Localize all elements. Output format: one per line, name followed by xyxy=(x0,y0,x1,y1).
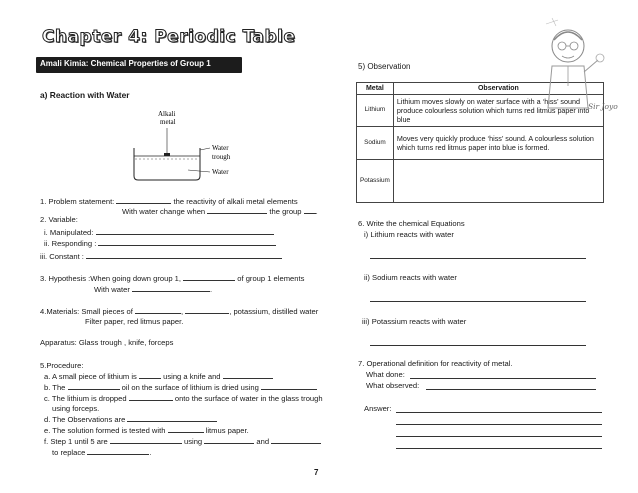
blank-field[interactable] xyxy=(132,284,210,292)
variable-responding: ii. Responding : xyxy=(44,238,276,249)
page-number: 7 xyxy=(314,468,319,477)
variable-manipulated: i. Manipulated: xyxy=(44,227,274,238)
answer-line[interactable] xyxy=(396,412,602,413)
chapter-title: Chapter 4: Periodic Table xyxy=(42,27,296,47)
apparatus-list: Apparatus: Glass trough , knife, forceps xyxy=(40,338,174,347)
section-heading-reaction-with-water: a) Reaction with Water xyxy=(40,90,130,100)
operational-definition-heading: 7. Operational definition for reactivity of metal. xyxy=(358,359,513,368)
answer-line[interactable] xyxy=(370,258,586,259)
blank-field[interactable] xyxy=(68,382,120,390)
blank-field[interactable] xyxy=(87,447,149,455)
procedure-step-f-cont: to replace . xyxy=(52,448,152,457)
variable-heading: 2. Variable: xyxy=(40,215,78,224)
table-row xyxy=(357,127,604,160)
blank-field[interactable] xyxy=(304,206,316,214)
label-trough: trough xyxy=(212,153,231,161)
apparatus-diagram xyxy=(118,110,268,192)
materials-cont: Filter paper, red litmus paper. xyxy=(85,317,184,326)
observation-cell: Lithium moves slowly on water surface with a ‘hiss’ sound produce colourless solution which turns red litmus paper into blue xyxy=(393,95,603,127)
procedure-step-a: a. A small piece of lithium is using a knife and xyxy=(44,371,273,382)
blank-field[interactable] xyxy=(168,425,204,433)
problem-statement-cont: With water change when the group . xyxy=(122,207,318,216)
materials: 4.Materials: Small pieces of , , potassium, distilled water xyxy=(40,307,319,316)
header-observation: Observation xyxy=(393,83,603,95)
variable-constant: iii. Constant : xyxy=(40,251,282,262)
blank-field[interactable] xyxy=(135,306,181,314)
blank-field[interactable] xyxy=(207,206,267,214)
label-water-2: Water xyxy=(212,168,229,176)
equation-sodium-label: ii) Sodium reacts with water xyxy=(364,273,457,282)
answer-line[interactable] xyxy=(370,345,586,346)
alkali-metal-piece xyxy=(164,153,170,156)
blank-field[interactable] xyxy=(183,273,235,281)
procedure-step-d: d. The Observations are xyxy=(44,414,217,425)
procedure-step-f: f. Step 1 until 5 are using and xyxy=(44,436,321,447)
blank-field[interactable] xyxy=(223,371,273,379)
table-row xyxy=(357,160,604,203)
blank-field[interactable] xyxy=(86,251,282,259)
banner-title: Amali Kimia: Chemical Properties of Group 1 xyxy=(36,57,242,73)
equation-potassium-label: iii) Potassium reacts with water xyxy=(362,317,467,326)
blank-field[interactable] xyxy=(204,436,254,444)
procedure-step-e: e. The solution formed is tested with litmus paper. xyxy=(44,426,249,435)
metal-cell: Lithium xyxy=(357,95,394,127)
metal-cell: Sodium xyxy=(357,127,394,160)
blank-field[interactable] xyxy=(127,414,217,422)
problem-statement: 1. Problem statement: the reactivity of alkali metal elements xyxy=(40,197,298,206)
answer-label: Answer: xyxy=(364,404,392,413)
label-water-1: Water xyxy=(212,144,229,152)
what-observed-label: What observed: xyxy=(366,381,420,390)
procedure-step-c-cont: using forceps. xyxy=(52,404,100,413)
hypothesis-cont: With water . xyxy=(94,285,213,294)
equations-heading: 6. Write the chemical Equations xyxy=(358,219,465,228)
observation-cell-empty[interactable] xyxy=(393,160,603,203)
blank-field[interactable] xyxy=(139,371,161,379)
blank-field[interactable] xyxy=(271,436,321,444)
blank-field[interactable] xyxy=(110,436,182,444)
teacher-cartoon-icon xyxy=(538,16,610,116)
answer-line[interactable] xyxy=(370,301,586,302)
signature: Sir Joyo xyxy=(588,102,618,111)
blank-field[interactable] xyxy=(261,382,317,390)
blank-field[interactable] xyxy=(129,393,173,401)
answer-line[interactable] xyxy=(410,378,596,379)
answer-line[interactable] xyxy=(426,389,596,390)
blank-field[interactable] xyxy=(96,227,274,235)
equation-lithium-label: i) Lithium reacts with water xyxy=(364,230,454,239)
label-alkali: Alkali xyxy=(158,110,176,118)
procedure-step-c: c. The lithium is dropped onto the surface of water in the glass trough xyxy=(44,394,323,403)
metal-cell: Potassium xyxy=(357,160,394,203)
blank-field[interactable] xyxy=(185,306,229,314)
header-metal: Metal xyxy=(357,83,394,95)
procedure-heading: 5.Procedure: xyxy=(40,361,84,370)
what-done-label: What done: xyxy=(366,370,405,379)
hypothesis: 3. Hypothesis :When going down group 1, of group 1 elements xyxy=(40,274,305,283)
answer-line[interactable] xyxy=(396,448,602,449)
observation-heading: 5) Observation xyxy=(358,62,411,71)
label-metal: metal xyxy=(160,118,176,126)
observation-cell: Moves very quickly produce ‘hiss’ sound. A colourless solution which turns red litmus paper into blue is formed. xyxy=(393,127,603,160)
procedure-step-b: b. The oil on the surface of lithium is dried using xyxy=(44,382,317,393)
answer-line[interactable] xyxy=(396,436,602,437)
blank-field[interactable] xyxy=(116,196,171,204)
answer-line[interactable] xyxy=(396,424,602,425)
blank-field[interactable] xyxy=(98,238,276,246)
